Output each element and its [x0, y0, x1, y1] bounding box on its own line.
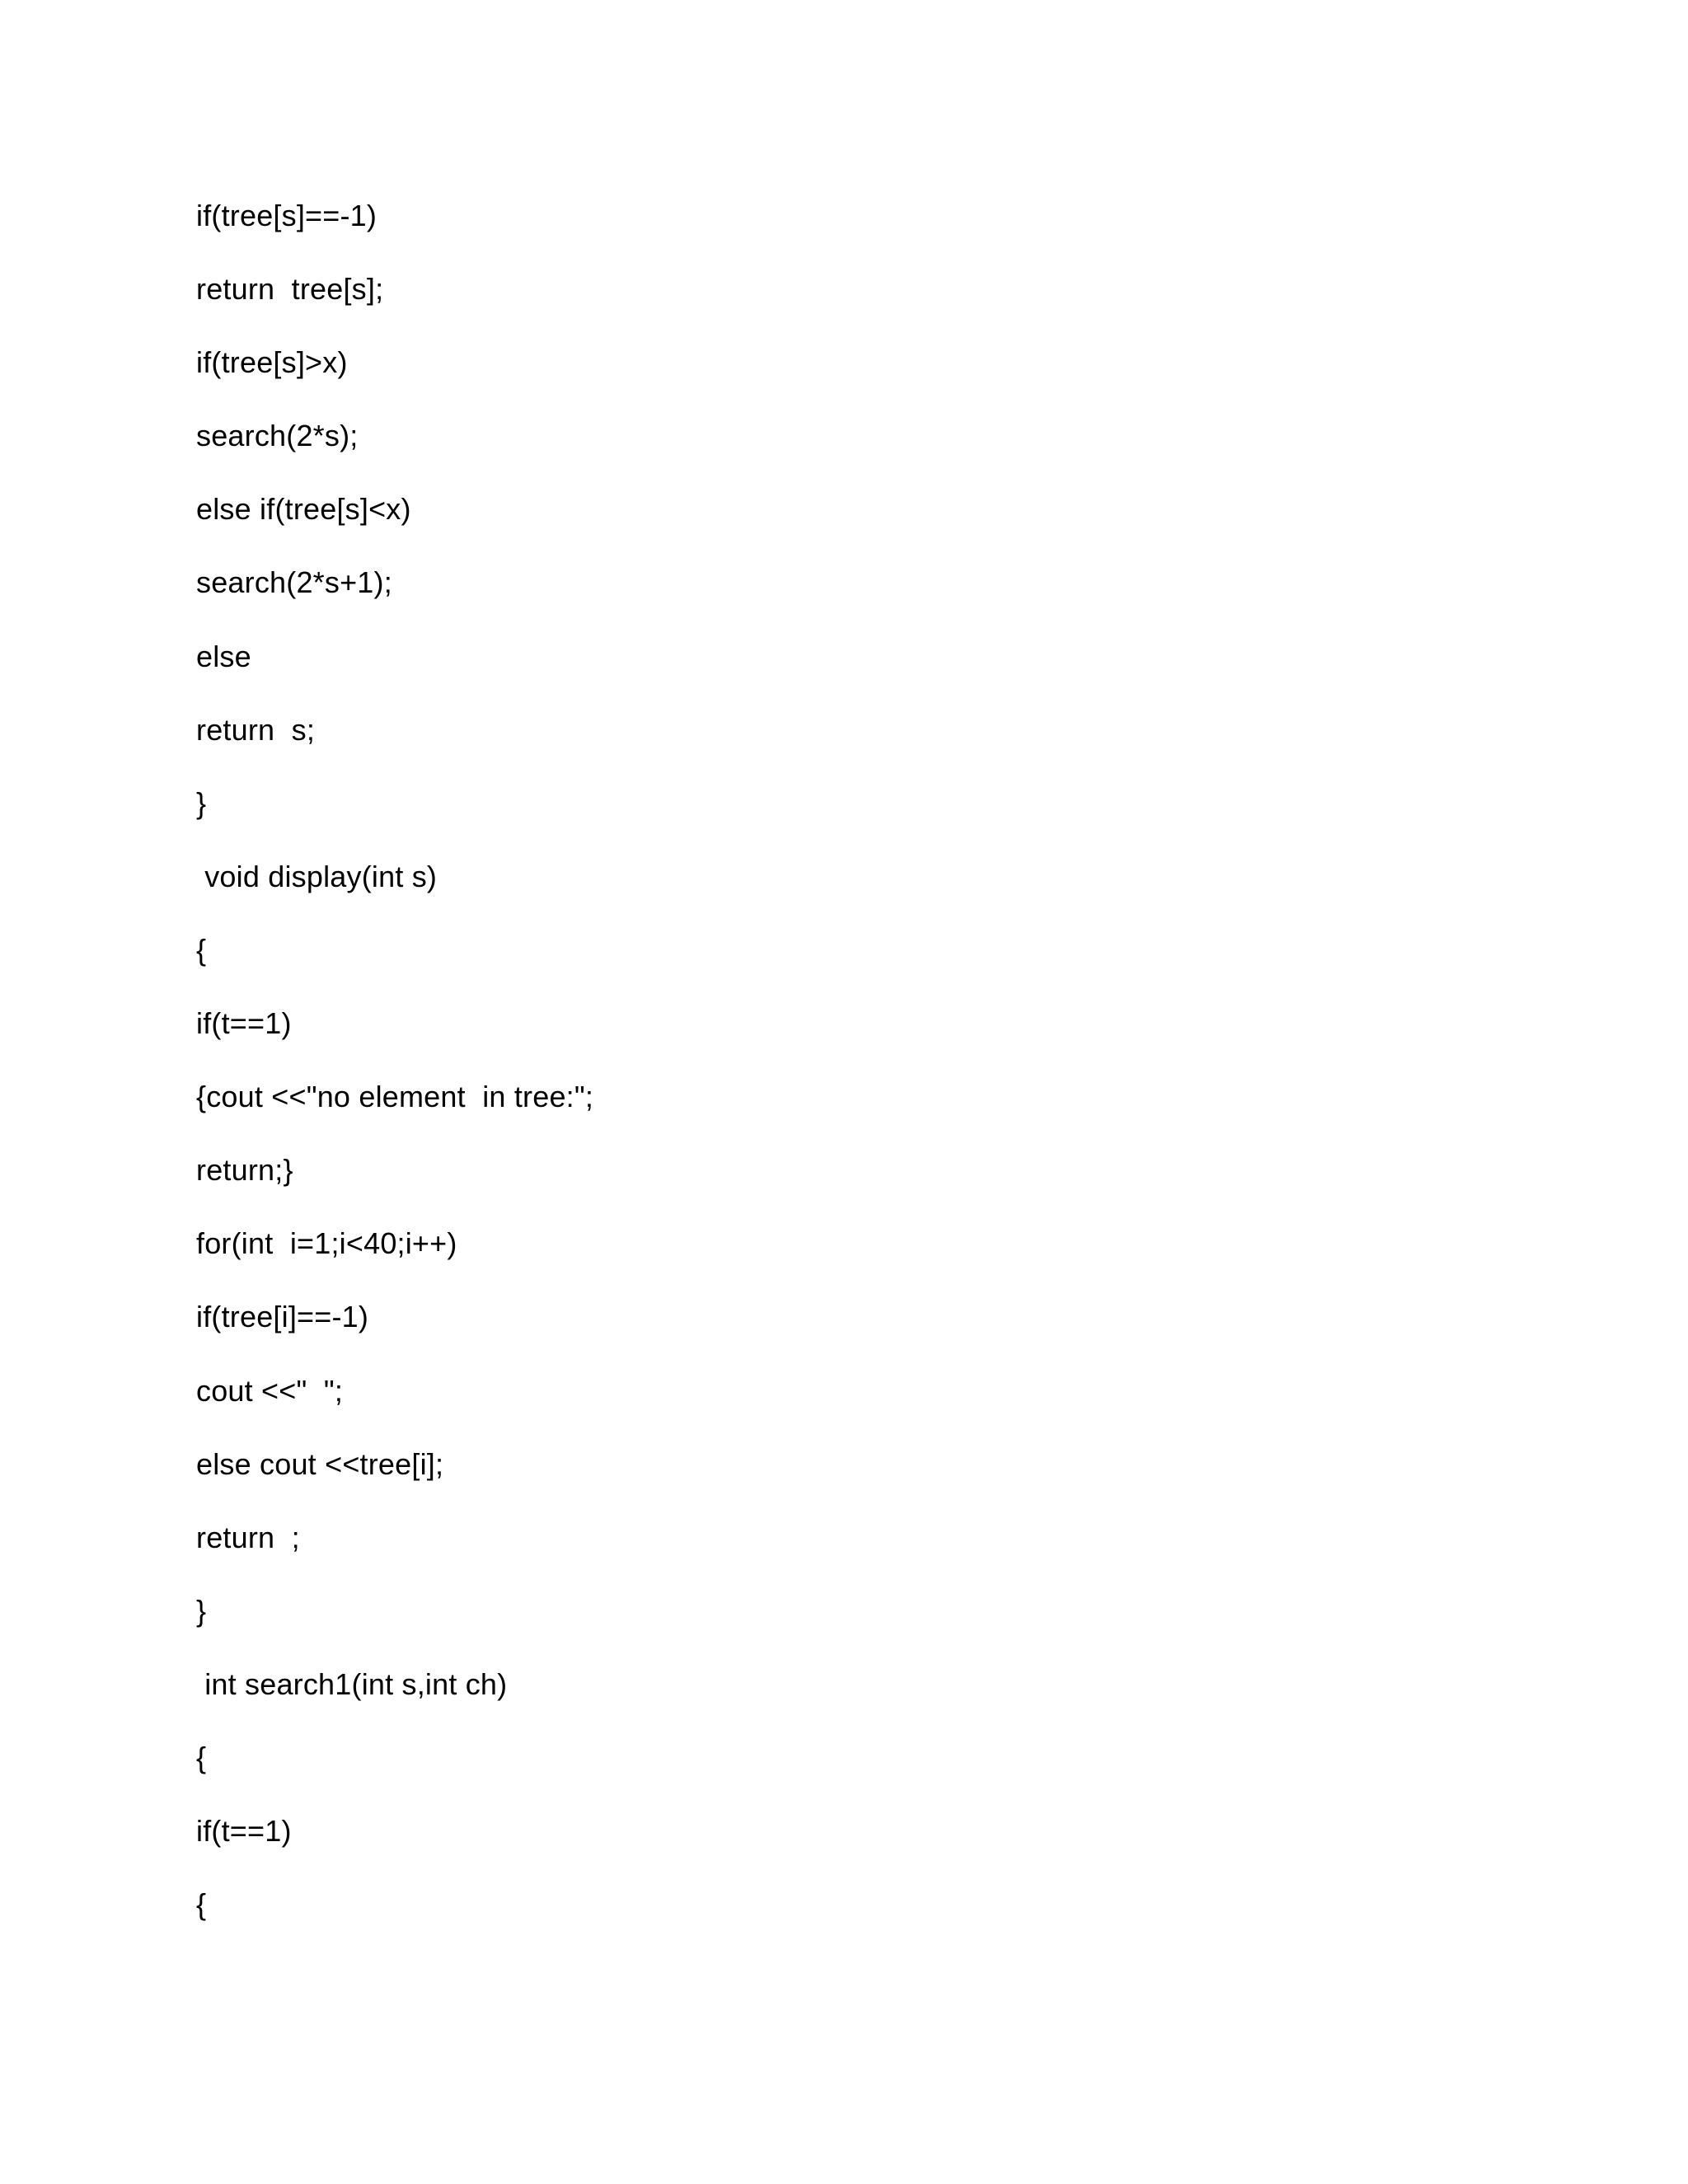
code-line: else if(tree[s]<x) — [196, 492, 411, 527]
code-line: } — [196, 1593, 207, 1628]
code-line: return tree[s]; — [196, 272, 384, 307]
code-line: cout <<" "; — [196, 1373, 344, 1408]
code-line: { — [196, 1887, 207, 1922]
code-line: return ; — [196, 1520, 300, 1554]
code-line: else — [196, 639, 251, 673]
code-line: if(tree[s]==-1) — [196, 199, 377, 232]
code-listing — [196, 191, 593, 1953]
code-line: if(t==1) — [196, 1814, 292, 1849]
code-line: for(int i=1;i<40;i++) — [196, 1226, 457, 1261]
code-line: search(2*s); — [196, 419, 359, 453]
code-line: if(t==1) — [196, 1006, 292, 1041]
code-line: { — [196, 1740, 207, 1774]
code-line: if(tree[i]==-1) — [196, 1300, 369, 1334]
code-line: } — [196, 785, 207, 820]
code-line: return s; — [196, 712, 316, 747]
code-line: int search1(int s,int ch) — [196, 1666, 508, 1701]
code-line: search(2*s+1); — [196, 565, 392, 600]
code-line: return;} — [196, 1153, 293, 1188]
code-line: if(tree[s]>x) — [196, 345, 348, 380]
code-line: else cout <<tree[i]; — [196, 1446, 444, 1481]
code-line: void display(int s) — [196, 859, 438, 893]
code-line: {cout <<"no element in tree:"; — [196, 1080, 594, 1114]
code-line: { — [196, 932, 207, 967]
